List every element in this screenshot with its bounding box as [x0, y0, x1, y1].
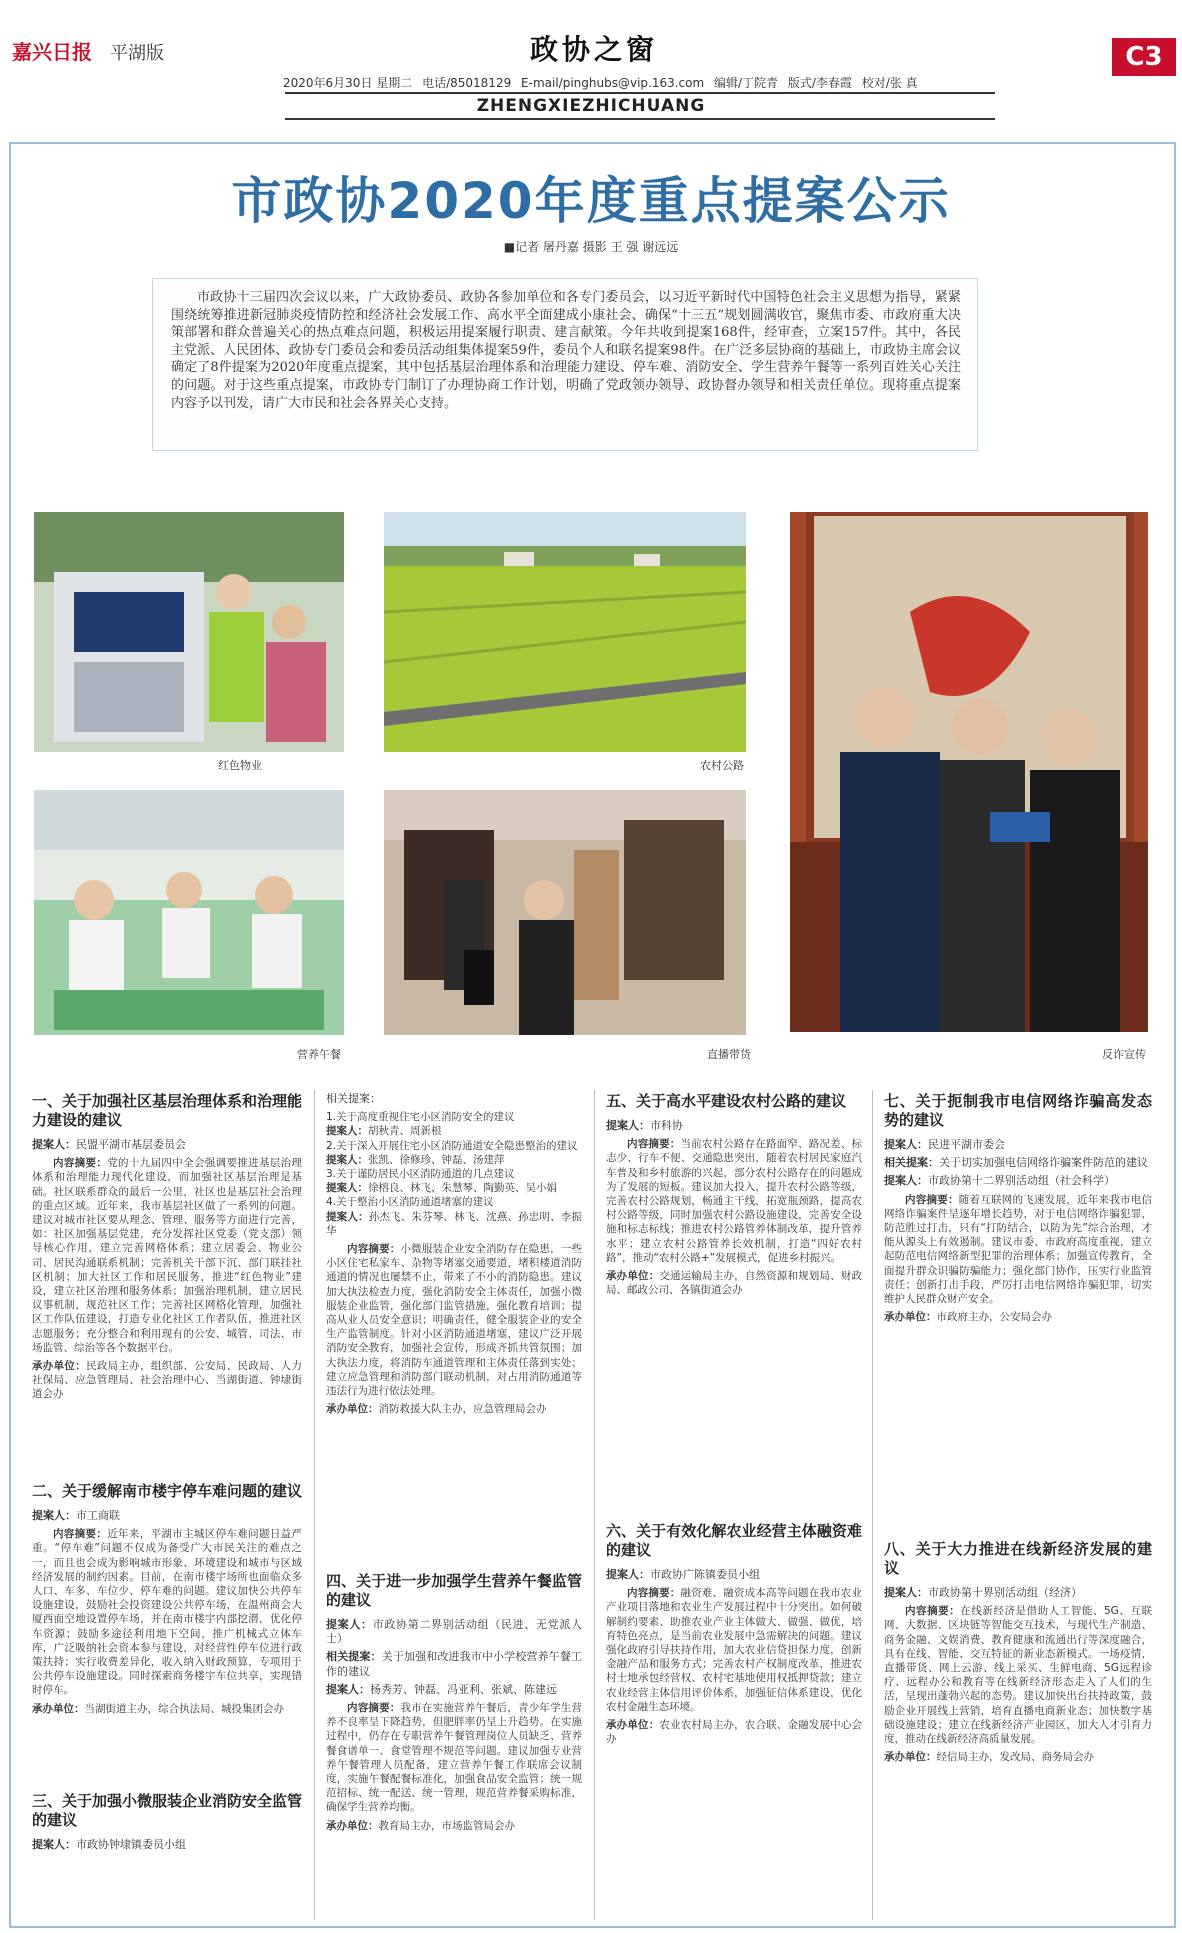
article-8-proposer [884, 1586, 1152, 1600]
article-5-summary [606, 1137, 862, 1265]
article-1-undertaker [32, 1359, 302, 1402]
photo-caption-red-property: 红色物业 [218, 759, 262, 772]
photo-anti-fraud [790, 512, 1148, 1032]
article-4-proposer [326, 1618, 582, 1646]
article-3-related-item-3: 3.关于谨防居民小区消防通道的几点建议 [326, 1168, 515, 1181]
article-7-related-item-1: 关于切实加强电信网络诈骗案件防范的建议 [939, 1156, 1148, 1170]
article-3-proposer-value: 市政协钟埭镇委员小组 [76, 1838, 186, 1851]
article-4-summary [326, 1701, 582, 1815]
editor-credit: 编辑/丁院青 [714, 76, 779, 90]
article-3-related-item-4: 4.关于整治小区消防通道堵塞的建议 [326, 1196, 494, 1209]
article-8-undertaker [884, 1750, 1152, 1764]
photo-caption-anti-fraud: 反诈宣传 [1102, 1048, 1146, 1061]
article-6-summary-text: 融资难、融资成本高等问题在我市农业产业项目落地和农业生产发展过程中十分突出。如何破解制约要素、助推农业产业主体做大、做强、做优，培育特色亮点，是当前农业发展中急需解决的问题。建议强化政府引导扶持作用，加大农业信贷担保力度，创新金融产品和服务方式；完善农村产权制度改革，推进农村土地承包经营权、农村宅基地使用权抵押贷款；建立农业经营主体信用评价体系，加强征信体系建设，优化农村金融生态环境。 [606, 1587, 862, 1713]
proof-credit: 校对/张 真 [861, 76, 918, 90]
column-divider-2 [594, 1090, 595, 1920]
proposer-label: 提案人： [32, 1838, 76, 1851]
article-1 [32, 1092, 302, 1472]
article-4-undertaker-value: 教育局主办，市场监管局会办 [378, 1819, 515, 1832]
article-7-proposer-value: 民进平湖市委会 [928, 1138, 1005, 1151]
article-1-summary-text: 党的十九届四中全会强调要推进基层治理体系和治理能力现代化建设，而加强社区基层治理是基础。社区联系群众的最后一公里，社区也是基层社会治理的重点区域。近年来，我市基层社区做了一系列的问题。建议对城市社区要从理念、管理、服务等方面进行完善，如：社区加强基层党建，充分发挥社区党委（党支部）领导核心作用，建立完善网格体系；建立居委会、物业公司、居民沟通联系机制；完善机关干部下沉、部门联挂社区机制；加大社区工作和居民服务，推进“红色物业”建设，建立社区治理和服务体系；加强治理机制，建立居民议事机制，规范社区工作；完善社区网格化管理，加强社区工作队伍建设，打造专业化社区工作者队伍，推进社区志愿服务；充分整合和利用现有的公安、城管、司法、市场监管、综治等各个数据平台。 [32, 1157, 302, 1354]
summary-label: 内容摘要： [627, 1138, 681, 1151]
proposer-label: 提案人： [326, 1210, 369, 1223]
article-8-undertaker-value: 经信局主办，发改局、商务局会办 [936, 1751, 1094, 1764]
article-7-summary-text: 随着互联网的飞速发展，近年来我市电信网络诈骗案件呈逐年增长趋势，对于电信网络诈骗犯罪，防范胜过打击，只有“打防结合，以防为先”综合治理，才能从源头上有效遏制。建议市委、市政府高度重视，建立起防范电信网络新型犯罪的治理体系；加强宣传教育，全面提升群众识骗防骗能力；强化部门协作，压实行业监管责任；创新打击手段，严厉打击电信网络诈骗犯罪，切实维护人民群众财产安全。 [884, 1193, 1152, 1306]
photo-rural-road [384, 512, 746, 752]
column-divider-3 [872, 1090, 873, 1920]
article-8-summary-text: 在线新经济是借助人工智能、5G、互联网、大数据、区块链等智能交互技术，与现代生产制造、商务金融、文娱消费、教育健康和流通出行等深度融合，具有在线、智能、交互特征的新业态新模式。一场疫情，直播带货、网上云游、线上采买、生鲜电商、5G远程诊疗、远程办公和教育等在线新经济形态走入了人们的生活，呈现出蓬勃兴起的态势。建议加快出台扶持政策，鼓励企业开展线上营销，培育直播电商新业态；加快数字基础设施建设；建立在线新经济产业园区，加大人才引育力度，推动在线新经济高质量发展。 [884, 1605, 1152, 1746]
article-6-proposer-value: 市政协广陈镇委员小组 [650, 1568, 760, 1581]
article-1-summary [32, 1156, 302, 1355]
article-4-related-proposer [326, 1683, 582, 1697]
article-3-related-label: 相关提案： [326, 1092, 381, 1105]
article-3-related-proposer-3-value: 徐榕良、林飞、朱慧琴、陶勤英、吴小娟 [368, 1182, 557, 1195]
proposer-label: 提案人： [884, 1138, 928, 1151]
article-6-summary [606, 1586, 862, 1714]
photo-red-property [34, 512, 344, 752]
article-2-proposer-value: 市工商联 [76, 1509, 120, 1522]
article-3-related-proposer-2-value: 张凯、徐修珍、钟磊、汤建萍 [368, 1153, 505, 1166]
article-3-title: 三、关于加强小微服装企业消防安全监管的建议 [32, 1792, 302, 1829]
article-2-summary [32, 1527, 302, 1697]
layout-credit: 版式/李春霞 [787, 76, 852, 90]
article-7-title: 七、关于扼制我市电信网络诈骗高发态势的建议 [884, 1092, 1152, 1129]
article-2 [32, 1482, 302, 1782]
proposer-label: 提案人： [606, 1119, 650, 1132]
article-5-proposer [606, 1119, 862, 1133]
column-divider-1 [314, 1090, 315, 1920]
article-6-undertaker-value: 农业农村局主办，农合联、金融发展中心会办 [606, 1719, 862, 1746]
summary-label: 内容摘要： [347, 1243, 401, 1256]
article-3-summary [326, 1242, 582, 1398]
photo-school-lunch [34, 790, 344, 1035]
undertaker-label: 承办单位： [326, 1403, 379, 1416]
article-5 [606, 1092, 862, 1512]
summary-label: 内容摘要： [627, 1587, 681, 1600]
article-1-undertaker-value: 民政局主办，组织部、公安局、民政局、人力社保局、应急管理局、社会治理中心、当湖街道、钟埭街道会办 [32, 1360, 302, 1401]
article-2-undertaker-value: 当湖街道主办，综合执法局、城投集团会办 [84, 1702, 284, 1715]
photo-livestream [384, 790, 746, 1035]
article-8-proposer-value: 市政协第十界别活动组（经济） [928, 1586, 1082, 1599]
proposer-label: 提案人： [326, 1153, 368, 1166]
article-3-related-proposer-4 [326, 1210, 582, 1238]
article-4-related-proposer-value: 杨秀芳、钟磊、冯亚利、张斌、陈建远 [370, 1682, 557, 1696]
undertaker-label: 承办单位： [326, 1819, 379, 1832]
article-2-summary-text: 近年来，平湖市主城区停车难问题日益严重。“停车难”问题不仅成为备受广大市民关注的难点之一，而且也会成为影响城市形象、环境建设和城市与区域经济发展的制约因素。目前，在南市楼宇场所也面临众多人口、车多、车位少、停车难的问题。建议加快公共停车设施建设，鼓励社会投资建设公共停车场，在温州商会大厦西面空地设置停车场，并在南市楼宇内部挖潜，优化停车资源；鼓励多途径利用地下空间，推广机械式立体车库，广泛吸纳社会资本参与建设，对经营性停车位进行政策扶持；实行收费差异化，收入纳入财政预算，专项用于公共停车设施建设。同时探索商务楼宇车位共享，实现错时停车。 [32, 1528, 302, 1697]
photo-caption-school-lunch: 营养午餐 [297, 1048, 341, 1061]
article-3-body [326, 1092, 582, 1562]
farmland-road-photo-icon [384, 512, 746, 752]
photo-caption-livestream: 直播带货 [707, 1048, 751, 1061]
article-3-related-proposer-3 [326, 1181, 582, 1195]
proposer-label: 提案人： [606, 1568, 650, 1581]
article-7-related-proposer-value: 市政协第十二界别活动组（社会科学） [928, 1174, 1115, 1188]
article-3-head [32, 1792, 302, 1912]
summary-label: 内容摘要： [905, 1605, 961, 1618]
undertaker-label: 承办单位： [606, 1270, 660, 1283]
article-3-proposer [32, 1838, 302, 1852]
undertaker-label: 承办单位： [884, 1311, 937, 1324]
undertaker-label: 承办单位： [32, 1702, 85, 1715]
article-7-related-proposer [884, 1174, 1152, 1188]
proposer-label: 提案人： [326, 1182, 368, 1195]
article-2-undertaker [32, 1702, 302, 1716]
article-7-undertaker-value: 市政府主办，公安局会办 [936, 1311, 1052, 1324]
article-1-proposer [32, 1138, 302, 1152]
article-4-related [326, 1650, 582, 1678]
article-8-summary [884, 1604, 1152, 1746]
article-5-summary-text: 当前农村公路存在路面窄、路况差、标志少、行车不便、交通隐患突出，随着农村居民家庭汽车普及和乡村旅游的兴起，部分农村公路存在的问题成为了发展的短板。建议加大投入，提升农村公路等级，完善农村公路规划，畅通主干线，拓宽瓶颈路，提高农村公路等级，同时加强农村公路设施建设，完善安全设施和标志标线；推进农村公路管养体制改革，提升管养水平；建立农村公路管养长效机制，打造“四好农村路”，推动“农村公路+”发展模式，促进乡村振兴。 [606, 1138, 862, 1264]
summary-label: 内容摘要： [905, 1193, 959, 1206]
summary-label: 内容摘要： [53, 1528, 108, 1541]
article-4-proposer-value: 市政协第二界别活动组（民进、无党派人士） [326, 1618, 582, 1646]
edition-label: 平湖版 [110, 43, 164, 64]
article-3-undertaker [326, 1402, 582, 1416]
article-6 [606, 1522, 862, 1917]
article-8 [884, 1540, 1152, 1917]
article-3-related-proposer-2 [326, 1153, 582, 1167]
masthead-rule-top [285, 92, 995, 94]
related-label: 相关提案： [884, 1156, 939, 1170]
column-logo: 政协之窗 [530, 33, 659, 66]
article-3-undertaker-value: 消防救援大队主办，应急管理局会办 [378, 1403, 547, 1416]
related-label: 相关提案： [326, 1650, 382, 1664]
article-7-proposer [884, 1138, 1152, 1152]
article-4-undertaker [326, 1819, 582, 1833]
proposer-label: 提案人： [32, 1509, 76, 1522]
article-1-title: 一、关于加强社区基层治理体系和治理能力建设的建议 [32, 1092, 302, 1129]
street-kiosk-photo-icon [34, 512, 344, 752]
page-number-badge: C3 [1112, 38, 1176, 76]
proposer-label: 提案人： [884, 1586, 928, 1599]
undertaker-label: 承办单位： [884, 1751, 937, 1764]
article-6-proposer [606, 1568, 862, 1582]
article-7-related [884, 1156, 1152, 1170]
undertaker-label: 承办单位： [606, 1719, 660, 1732]
article-4-related-item-1: 关于加强和改进我市中小学校营养午餐工作的建议 [326, 1650, 582, 1678]
article-5-undertaker [606, 1269, 862, 1297]
article-3-related-proposer-1 [326, 1124, 582, 1138]
photo-caption-rural-road: 农村公路 [700, 759, 744, 772]
article-3-related-item-2: 2.关于深入开展住宅小区消防通道安全隐患整治的建议 [326, 1139, 578, 1152]
proposer-label: 提案人： [884, 1174, 928, 1188]
page-headline: 市政协2020年度重点提案公示 [231, 172, 951, 230]
undertaker-label: 承办单位： [32, 1360, 87, 1373]
article-4 [326, 1572, 582, 1917]
police-publicity-photo-icon [790, 512, 1148, 1032]
school-lunch-photo-icon [34, 790, 344, 1035]
issue-date: 2020年6月30日 星期二 [283, 76, 413, 90]
masthead-info-line [283, 74, 924, 91]
article-7-summary [884, 1193, 1152, 1307]
article-7 [884, 1092, 1152, 1512]
proposer-label: 提案人： [326, 1618, 373, 1631]
paper-name-logo: 嘉兴日报 [12, 40, 92, 64]
article-4-summary-text: 我市在实施营养午餐后，青少年学生营养不良率呈下降趋势，但肥胖率仍呈上升趋势。在实施过程中，仍存在专职营养午餐管理岗位人员缺乏、营养餐食谱单一、食堂管理不规范等问题。建议加强专业营养午餐管理人员配备，建立营养午餐工作联席会议制度，实施午餐配餐标准化，加强食品安全监管；统一规范招标、统一配送、统一管理，规范营养餐采购标准，确保学生营养均衡。 [326, 1702, 582, 1814]
article-8-title: 八、关于大力推进在线新经济发展的建议 [884, 1540, 1152, 1577]
article-5-title: 五、关于高水平建设农村公路的建议 [606, 1092, 847, 1110]
proposer-label: 提案人： [326, 1682, 370, 1696]
article-1-proposer-value: 民盟平湖市基层委员会 [76, 1138, 186, 1151]
article-4-title: 四、关于进一步加强学生营养午餐监管的建议 [326, 1572, 582, 1609]
article-3-related-item-1: 1.关于高度重视住宅小区消防安全的建议 [326, 1111, 515, 1124]
article-6-title: 六、关于有效化解农业经营主体融资难的建议 [606, 1522, 862, 1559]
summary-label: 内容摘要： [347, 1702, 401, 1715]
article-3-related-proposer-4-value: 孙杰飞、朱芬琴、林飞、沈燕、孙忠明、李振华 [326, 1210, 582, 1237]
masthead [0, 0, 1182, 120]
article-3-summary-text: 小微服装企业安全消防存在隐患，一些小区住宅私家车、杂物等堵塞交通要道，堵积楼道消防通道的情况也屡禁不止，带来了不小的消防隐患。建议加大执法检查力度，强化消防安全主体责任，加强小微服装企业监管，强化部门监管措施，强化教育培训；提高从业人员安全意识；明确责任，健全服装企业的安全生产监管制度。针对小区消防通道堵塞，建议广泛开展消防安全教育，加强社会宣传，形成齐抓共管氛围；加大执法力度，将消防车通道管理和主体责任落到实处；建立应急管理和消防部门联动机制，对占用消防通道等违法行为进行依法处理。 [326, 1243, 582, 1398]
byline: ■记者 屠丹嘉 摄影 王 强 谢远远 [503, 240, 679, 254]
article-5-proposer-value: 市科协 [650, 1119, 683, 1132]
masthead-rule-bottom [285, 118, 995, 120]
article-7-undertaker [884, 1310, 1152, 1324]
contact-email: E-mail/pinghubs@vip.163.com [521, 76, 705, 90]
article-3-related-proposer-1-value: 胡秋青、周新根 [368, 1125, 442, 1138]
summary-label: 内容摘要： [53, 1157, 108, 1170]
article-2-proposer [32, 1509, 302, 1523]
article-6-undertaker [606, 1718, 862, 1746]
article-2-title: 二、关于缓解南市楼宇停车难问题的建议 [32, 1482, 302, 1500]
proposer-label: 提案人： [32, 1138, 76, 1151]
column-pinyin: ZHENGXIEZHICHUANG [476, 96, 706, 116]
contact-phone: 电话/85018129 [422, 76, 512, 90]
article-5-undertaker-value: 交通运输局主办，自然资源和规划局、财政局、邮政公司、各镇街道会办 [606, 1270, 862, 1297]
proposer-label: 提案人： [326, 1125, 368, 1138]
intro-paragraph: 市政协十三届四次会议以来，广大政协委员、政协各参加单位和各专门委员会，以习近平新时代中国特色社会主义思想为指导，紧紧围绕统筹推进新冠肺炎疫情防控和经济社会发展工作、高水平全面建成小康社会、确保“十三五”规划圆满收官，聚焦市委、市政府重大决策部署和群众普遍关心的热点难点问题，积极运用提案履行职责、建言献策。今年共收到提案168件，经审查，立案157件。其中，各民主党派、人民团体、政协专门委员会和委员活动组集体提案59件，委员个人和联名提案98件。在广泛多层协商的基础上，市政协主席会议确定了8件提案为2020年度重点提案，其中包括基层治理体系和治理能力建设、停车难、消防安全、学生营养午餐等一系列百姓关心关注的问题。对于这些重点提案，市政协专门制订了办理协商工作计划，明确了党政领办领导、政协督办领导和相关责任单位。现将重点提案内容予以刊发，请广大市民和社会各界关心支持。 [152, 278, 978, 451]
livestream-shop-photo-icon [384, 790, 746, 1035]
